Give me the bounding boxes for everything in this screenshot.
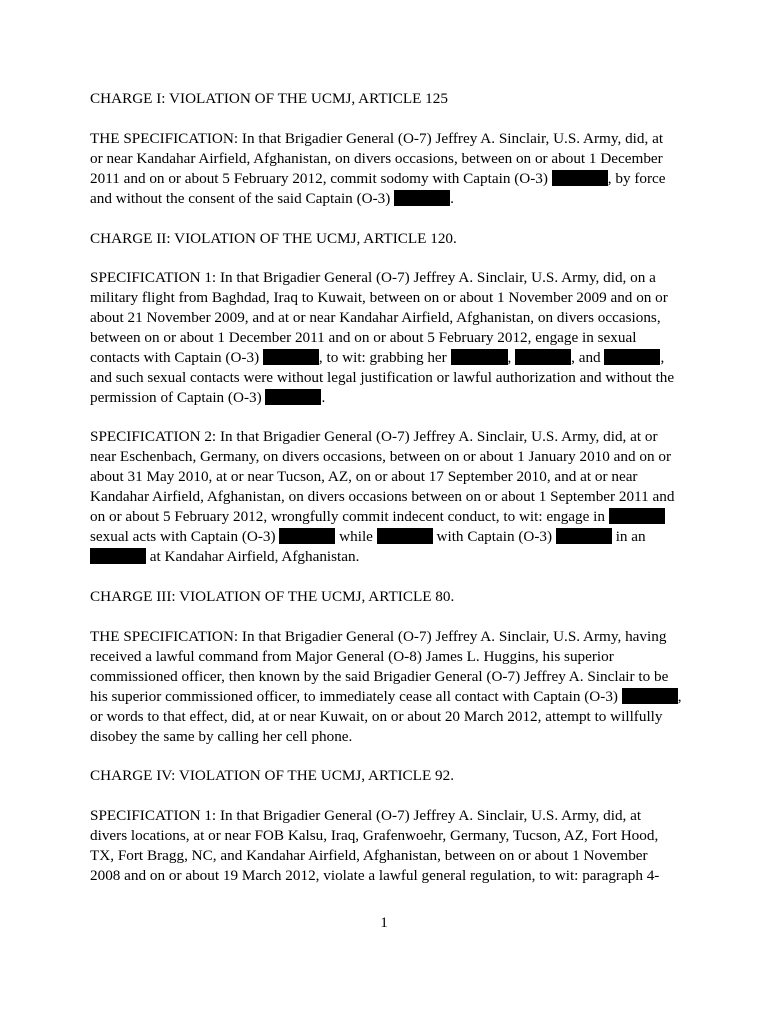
redaction-bar bbox=[394, 190, 450, 206]
charge-2-specification-1: SPECIFICATION 1: In that Brigadier General (O-7) Jeffrey A. Sinclair, U.S. Army, did, on a military flight from Baghdad, Iraq to Kuwait, between on or about 1 November 2009 and on or about 21 November 2009, and at or near Kandahar Airfield, Afghanistan, on divers occasions, between on or about 1 December 2011 and on or about 5 February 2012, engage in sexual contacts with Captain (O-3) , to wit: grabbing her , , and , and such sexual contacts were without legal justification or lawful authorization and without the permission of Captain (O-3) . bbox=[90, 269, 675, 406]
charge-3-specification: THE SPECIFICATION: In that Brigadier General (O-7) Jeffrey A. Sinclair, U.S. Army, having received a lawful command from Major General (O-8) James L. Huggins, his superior commissioned officer, then known by the said Brigadier General (O-7) Jeffrey A. Sinclair to be his superior commissioned officer, to immediately cease all contact with Captain (O-3) , or words to that effect, did, at or near Kuwait, on or about 20 March 2012, attempt to willfully disobey the same by calling her cell phone. bbox=[90, 628, 682, 745]
redaction-bar bbox=[609, 508, 665, 524]
redaction-bar bbox=[515, 349, 571, 365]
redaction-bar bbox=[552, 170, 608, 186]
charge-1-specification: THE SPECIFICATION: In that Brigadier General (O-7) Jeffrey A. Sinclair, U.S. Army, did, at or near Kandahar Airfield, Afghanistan, on divers occasions, between on or about 1 December 2011 and on or about 5 February 2012, commit sodomy with Captain (O-3) , by force and without the consent of the said Captain (O-3) . bbox=[90, 130, 666, 207]
charge-4-specification-1: SPECIFICATION 1: In that Brigadier General (O-7) Jeffrey A. Sinclair, U.S. Army, did, at divers locations, at or near FOB Kalsu, Iraq, Grafenwoehr, Germany, Tucson, AZ, Fort Hood, TX, Fort Bragg, NC, and Kandahar Airfield, Afghanistan, between on or about 1 November 2008 and on or about 19 March 2012, violate a lawful general regulation, to wit: paragraph 4- bbox=[90, 807, 660, 884]
charge-2-specification-2: SPECIFICATION 2: In that Brigadier General (O-7) Jeffrey A. Sinclair, U.S. Army, did, at or near Eschenbach, Germany, on divers occasions, between on or about 1 January 2010 and on or about 31 May 2010, at or near Tucson, AZ, on or about 17 September 2010, and at or near Kandahar Airfield, Afghanistan, on divers occasions between on or about 1 September 2011 and on or about 5 February 2012, wrongfully commit indecent conduct, to wit: engage in sexual acts with Captain (O-3) while with Captain (O-3) in an at Kandahar Airfield, Afghanistan. bbox=[90, 428, 675, 565]
redaction-bar bbox=[451, 349, 508, 365]
charge-2-heading: CHARGE II: VIOLATION OF THE UCMJ, ARTICLE 120. bbox=[90, 230, 457, 247]
charge-4-heading: CHARGE IV: VIOLATION OF THE UCMJ, ARTICLE 92. bbox=[90, 767, 455, 784]
charge-1-heading: CHARGE I: VIOLATION OF THE UCMJ, ARTICLE 125 bbox=[90, 90, 448, 107]
redaction-bar bbox=[556, 528, 612, 544]
redaction-bar bbox=[279, 528, 335, 544]
redaction-bar bbox=[604, 349, 660, 365]
page-number: 1 bbox=[380, 914, 388, 931]
redaction-bar bbox=[377, 528, 433, 544]
redaction-bar bbox=[263, 349, 319, 365]
redaction-bar bbox=[622, 688, 678, 704]
redaction-bar bbox=[265, 389, 321, 405]
charge-3-heading: CHARGE III: VIOLATION OF THE UCMJ, ARTICLE 80. bbox=[90, 588, 455, 605]
redaction-bar bbox=[90, 548, 146, 564]
